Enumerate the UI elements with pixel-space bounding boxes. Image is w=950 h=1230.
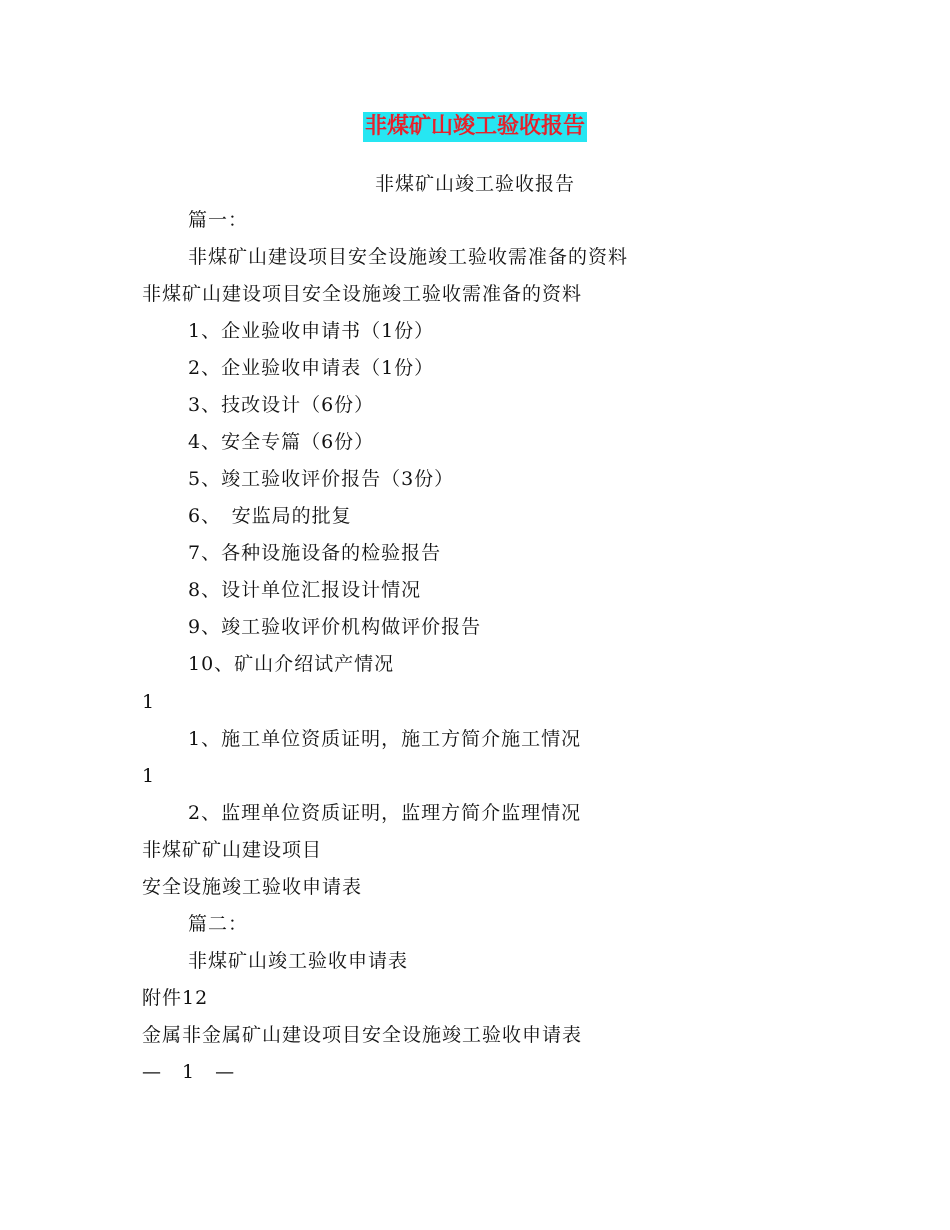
- document-subtitle: 非煤矿山竣工验收报告: [374, 173, 575, 195]
- document-title: 非煤矿山竣工验收报告: [363, 112, 587, 142]
- list-item: 1、施工单位资质证明，施工方简介施工情况: [188, 728, 582, 750]
- section-heading-part-1: 篇一：: [188, 209, 249, 231]
- section-title: 非煤矿山竣工验收申请表: [188, 950, 409, 972]
- paragraph-line: 非煤矿山建设项目安全设施竣工验收需准备的资料: [142, 283, 583, 305]
- section-title: 非煤矿山建设项目安全设施竣工验收需准备的资料: [188, 246, 629, 268]
- list-item: 7、各种设施设备的检验报告: [188, 542, 442, 564]
- list-item: 10、矿山介绍试产情况: [188, 653, 395, 675]
- list-item: 2、监理单位资质证明，监理方简介监理情况: [188, 802, 582, 824]
- section-heading-part-2: 篇二：: [188, 913, 249, 935]
- title-container: [0, 112, 950, 142]
- list-item: 8、设计单位汇报设计情况: [188, 579, 422, 601]
- paragraph-line: 附件12: [142, 987, 209, 1009]
- list-item: 9、竣工验收评价机构做评价报告: [188, 616, 482, 638]
- paragraph-line: 1: [142, 691, 156, 713]
- list-item: 2、企业验收申请表（1份）: [188, 357, 435, 379]
- page-number: — 1 —: [142, 1061, 236, 1083]
- paragraph-line: 安全设施竣工验收申请表: [142, 876, 363, 898]
- list-item: 3、技改设计（6份）: [188, 394, 375, 416]
- paragraph-line: 非煤矿矿山建设项目: [142, 839, 323, 861]
- list-item: 6、 安监局的批复: [188, 505, 352, 527]
- list-item: 4、安全专篇（6份）: [188, 431, 375, 453]
- list-item: 5、竣工验收评价报告（3份）: [188, 468, 455, 490]
- paragraph-line: 金属非金属矿山建设项目安全设施竣工验收申请表: [142, 1024, 583, 1046]
- paragraph-line: 1: [142, 765, 156, 787]
- list-item: 1、企业验收申请书（1份）: [188, 320, 435, 342]
